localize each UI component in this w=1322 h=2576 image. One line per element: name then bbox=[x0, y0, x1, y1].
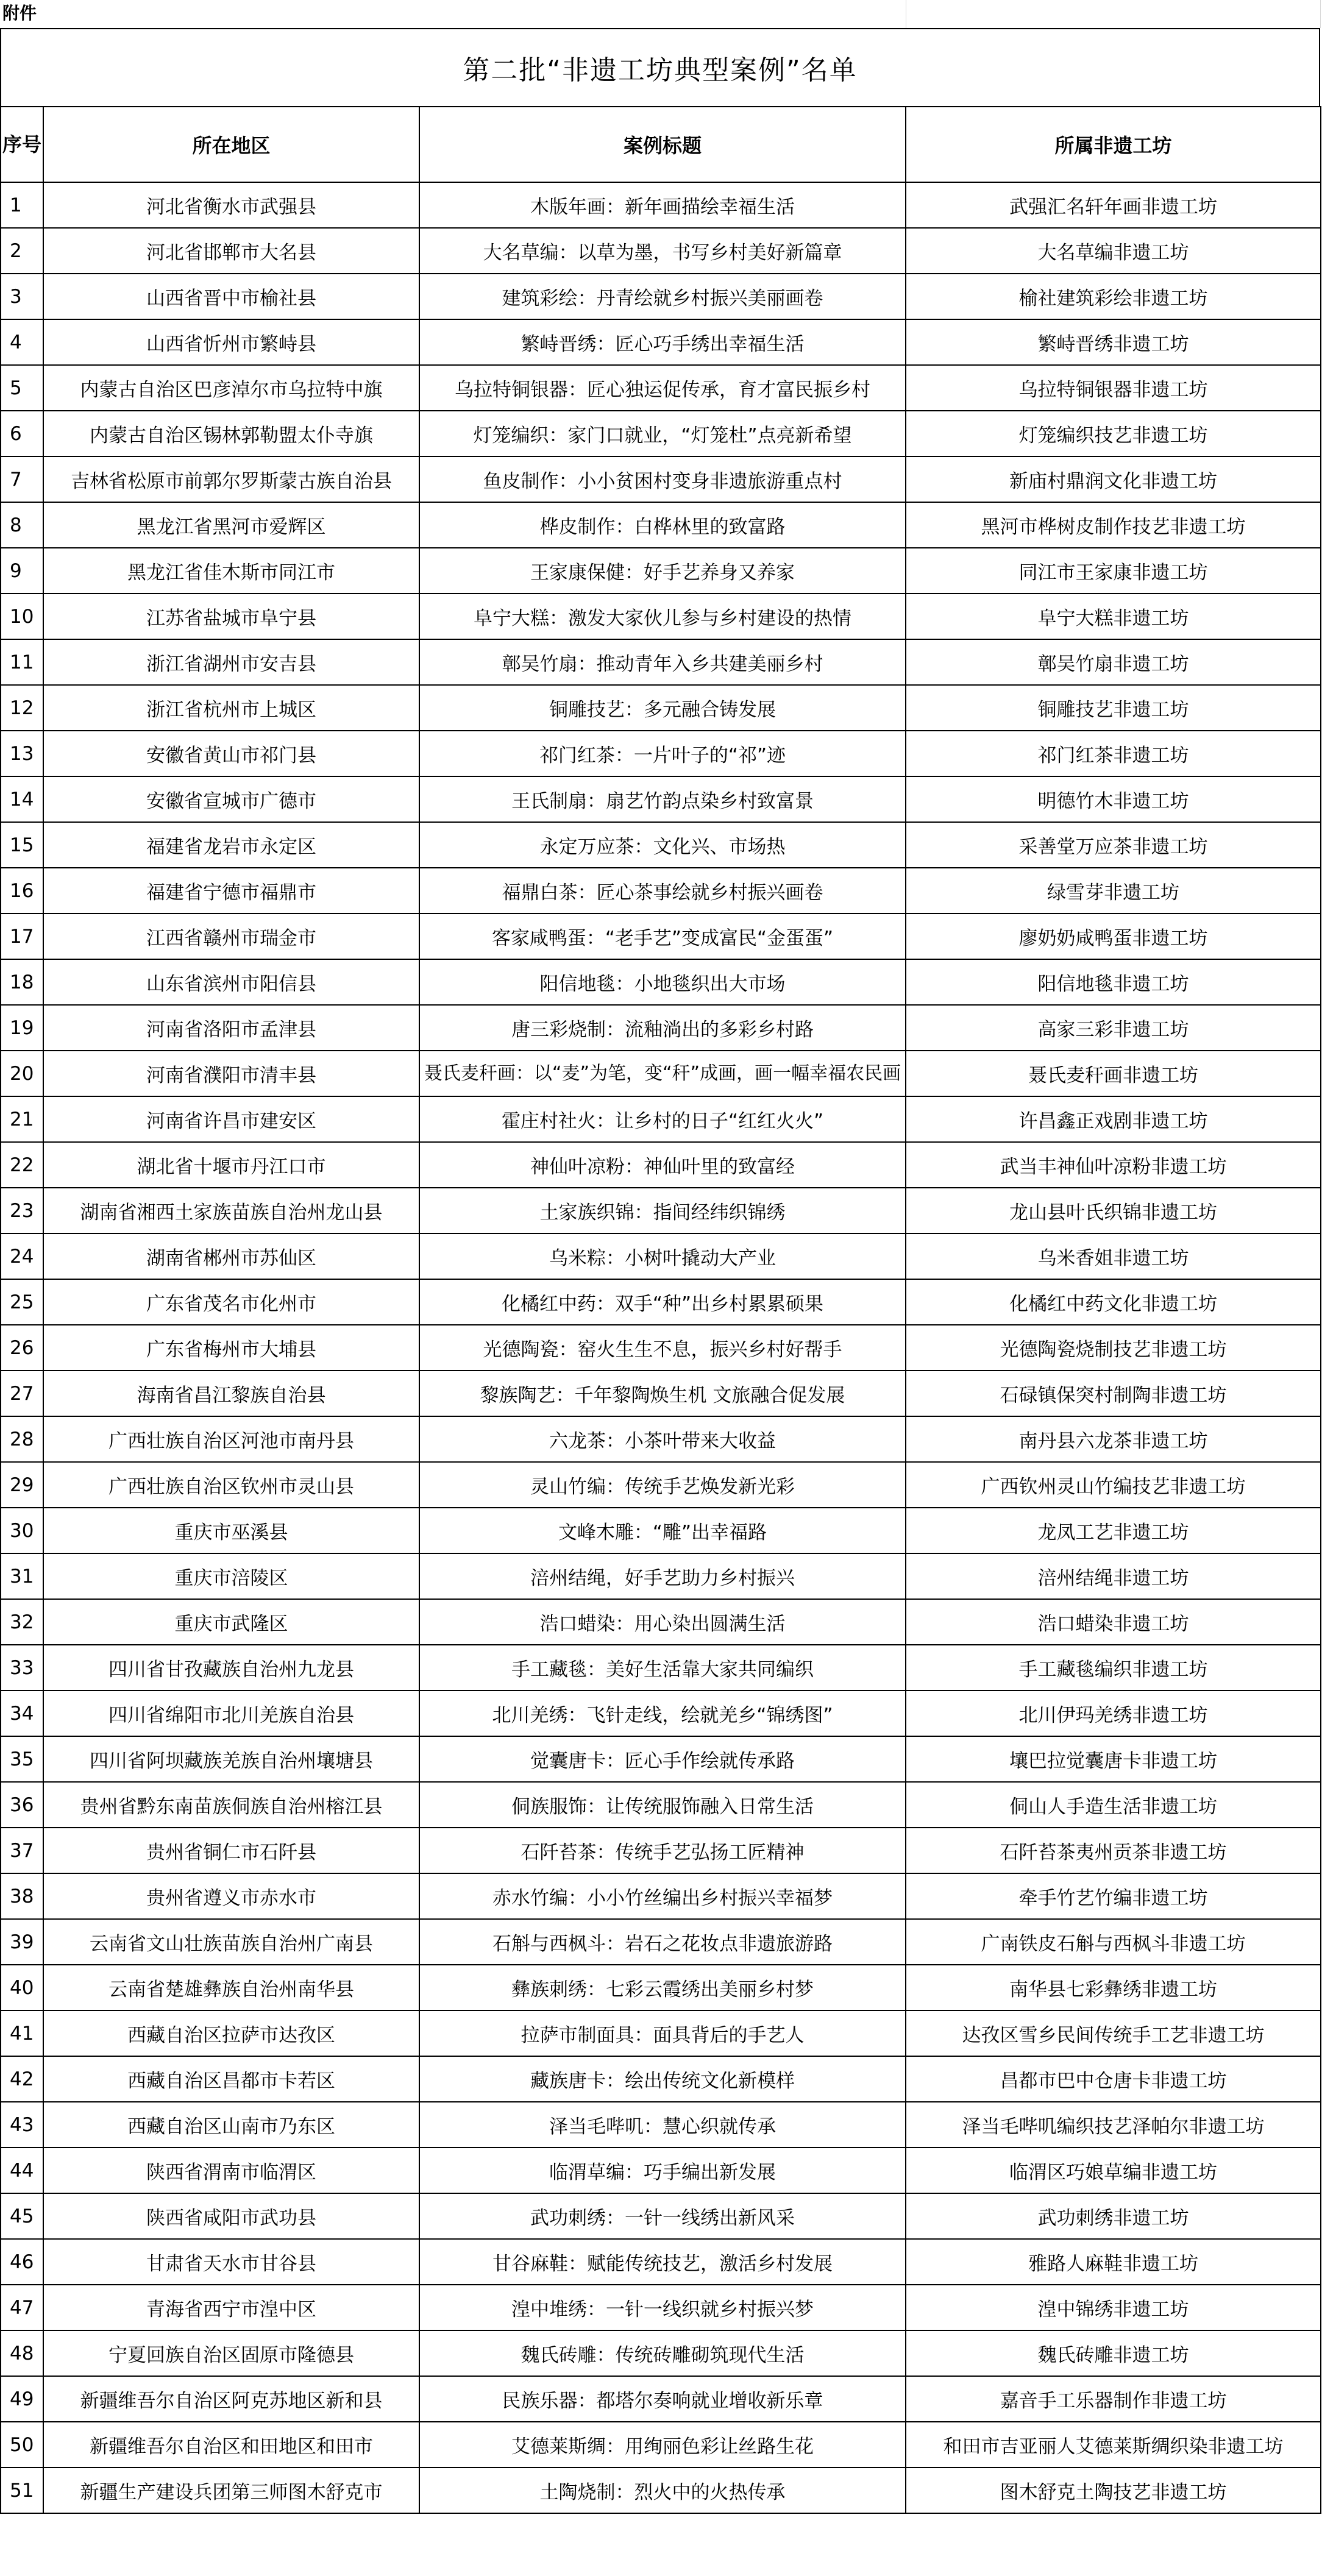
workshop-cell: 大名草编非遗工坊 bbox=[906, 228, 1321, 274]
case-title-cell: 铜雕技艺：多元融合铸发展 bbox=[419, 685, 906, 731]
region-cell: 浙江省杭州市上城区 bbox=[43, 685, 419, 731]
case-title-cell: 石斛与西枫斗：岩石之花妆点非遗旅游路 bbox=[419, 1919, 906, 1965]
region-cell: 重庆市涪陵区 bbox=[43, 1553, 419, 1599]
table-row bbox=[1, 822, 1321, 868]
row-number-cell: 37 bbox=[1, 1828, 43, 1873]
row-number-cell: 31 bbox=[1, 1553, 43, 1599]
row-number-cell: 30 bbox=[1, 1508, 43, 1553]
table-row bbox=[1, 2148, 1321, 2193]
workshop-cell: 乌拉特铜银器非遗工坊 bbox=[906, 365, 1321, 411]
table-row bbox=[1, 1736, 1321, 1782]
table-row bbox=[1, 1599, 1321, 1645]
case-title-cell: 繁峙晋绣：匠心巧手绣出幸福生活 bbox=[419, 319, 906, 365]
table-row bbox=[1, 2330, 1321, 2376]
table-row bbox=[1, 1645, 1321, 1691]
region-cell: 广西壮族自治区河池市南丹县 bbox=[43, 1416, 419, 1462]
table-row bbox=[1, 1919, 1321, 1965]
workshop-cell: 廖奶奶咸鸭蛋非遗工坊 bbox=[906, 914, 1321, 959]
region-cell: 陕西省咸阳市武功县 bbox=[43, 2193, 419, 2239]
workshop-cell: 鄣吴竹扇非遗工坊 bbox=[906, 639, 1321, 685]
table-row bbox=[1, 1553, 1321, 1599]
region-cell: 广东省茂名市化州市 bbox=[43, 1279, 419, 1325]
table-row bbox=[1, 319, 1321, 365]
case-title-cell: 文峰木雕：“雕”出幸福路 bbox=[419, 1508, 906, 1553]
region-cell: 贵州省遵义市赤水市 bbox=[43, 1873, 419, 1919]
region-cell: 西藏自治区山南市乃东区 bbox=[43, 2102, 419, 2148]
row-number-cell: 6 bbox=[1, 411, 43, 456]
region-cell: 湖南省郴州市苏仙区 bbox=[43, 1233, 419, 1279]
table-row bbox=[1, 2239, 1321, 2285]
table-row bbox=[1, 1965, 1321, 2010]
row-number-cell: 15 bbox=[1, 822, 43, 868]
case-title-cell: 藏族唐卡：绘出传统文化新模样 bbox=[419, 2056, 906, 2102]
case-title-cell: 彝族刺绣：七彩云霞绣出美丽乡村梦 bbox=[419, 1965, 906, 2010]
table-row bbox=[1, 1005, 1321, 1051]
region-cell: 湖南省湘西土家族苗族自治州龙山县 bbox=[43, 1188, 419, 1233]
case-title-cell: 福鼎白茶：匠心茶事绘就乡村振兴画卷 bbox=[419, 868, 906, 914]
case-title-cell: 北川羌绣：飞针走线，绘就羌乡“锦绣图” bbox=[419, 1691, 906, 1736]
row-number-cell: 28 bbox=[1, 1416, 43, 1462]
case-title-cell: 阜宁大糕：激发大家伙儿参与乡村建设的热情 bbox=[419, 594, 906, 639]
workshop-cell: 许昌鑫正戏剧非遗工坊 bbox=[906, 1096, 1321, 1142]
case-title-cell: 民族乐器：都塔尔奏响就业增收新乐章 bbox=[419, 2376, 906, 2422]
workshop-cell: 雅路人麻鞋非遗工坊 bbox=[906, 2239, 1321, 2285]
case-title-cell: 光德陶瓷：窑火生生不息，振兴乡村好帮手 bbox=[419, 1325, 906, 1371]
region-cell: 山西省晋中市榆社县 bbox=[43, 274, 419, 319]
workshop-cell: 壤巴拉觉囊唐卡非遗工坊 bbox=[906, 1736, 1321, 1782]
row-number-cell: 40 bbox=[1, 1965, 43, 2010]
region-cell: 江苏省盐城市阜宁县 bbox=[43, 594, 419, 639]
row-number-cell: 10 bbox=[1, 594, 43, 639]
region-cell: 广西壮族自治区钦州市灵山县 bbox=[43, 1462, 419, 1508]
case-title-cell: 木版年画：新年画描绘幸福生活 bbox=[419, 182, 906, 228]
row-number-cell: 19 bbox=[1, 1005, 43, 1051]
table-row bbox=[1, 1508, 1321, 1553]
row-number-cell: 16 bbox=[1, 868, 43, 914]
case-title-cell: 侗族服饰：让传统服饰融入日常生活 bbox=[419, 1782, 906, 1828]
region-cell: 四川省阿坝藏族羌族自治州壤塘县 bbox=[43, 1736, 419, 1782]
case-title-cell: 化橘红中药：双手“种”出乡村累累硕果 bbox=[419, 1279, 906, 1325]
case-title-cell: 赤水竹编：小小竹丝编出乡村振兴幸福梦 bbox=[419, 1873, 906, 1919]
case-title-cell: 客家咸鸭蛋：“老手艺”变成富民“金蛋蛋” bbox=[419, 914, 906, 959]
table-row bbox=[1, 594, 1321, 639]
case-title-cell: 土家族织锦：指间经纬织锦绣 bbox=[419, 1188, 906, 1233]
document-title: 第二批“非遗工坊典型案例”名单 bbox=[0, 28, 1320, 107]
row-number-cell: 23 bbox=[1, 1188, 43, 1233]
row-number-cell: 11 bbox=[1, 639, 43, 685]
table-row bbox=[1, 2376, 1321, 2422]
row-number-cell: 47 bbox=[1, 2285, 43, 2330]
workshop-cell: 牵手竹艺竹编非遗工坊 bbox=[906, 1873, 1321, 1919]
case-title-cell: 霍庄村社火：让乡村的日子“红红火火” bbox=[419, 1096, 906, 1142]
region-cell: 重庆市武隆区 bbox=[43, 1599, 419, 1645]
workshop-cell: 铜雕技艺非遗工坊 bbox=[906, 685, 1321, 731]
case-title-cell: 泽当毛哔叽：慧心织就传承 bbox=[419, 2102, 906, 2148]
case-title-cell: 土陶烧制：烈火中的火热传承 bbox=[419, 2468, 906, 2513]
region-cell: 山西省忻州市繁峙县 bbox=[43, 319, 419, 365]
header-seq: 序号 bbox=[1, 107, 43, 182]
table-body bbox=[1, 182, 1321, 2513]
workshop-cell: 广西钦州灵山竹编技艺非遗工坊 bbox=[906, 1462, 1321, 1508]
case-title-cell: 黎族陶艺：千年黎陶焕生机 文旅融合促发展 bbox=[419, 1371, 906, 1416]
table-row bbox=[1, 2102, 1321, 2148]
workshop-cell: 黑河市桦树皮制作技艺非遗工坊 bbox=[906, 502, 1321, 548]
region-cell: 河北省衡水市武强县 bbox=[43, 182, 419, 228]
region-cell: 新疆维吾尔自治区和田地区和田市 bbox=[43, 2422, 419, 2468]
workshop-cell: 明德竹木非遗工坊 bbox=[906, 776, 1321, 822]
case-title-cell: 祁门红茶：一片叶子的“祁”迹 bbox=[419, 731, 906, 776]
row-number-cell: 45 bbox=[1, 2193, 43, 2239]
workshop-cell: 武功刺绣非遗工坊 bbox=[906, 2193, 1321, 2239]
table-row bbox=[1, 411, 1321, 456]
table-row bbox=[1, 182, 1321, 228]
workshop-cell: 嘉音手工乐器制作非遗工坊 bbox=[906, 2376, 1321, 2422]
row-number-cell: 20 bbox=[1, 1051, 43, 1096]
table-row bbox=[1, 1096, 1321, 1142]
workshop-cell: 侗山人手造生活非遗工坊 bbox=[906, 1782, 1321, 1828]
workshop-cell: 和田市吉亚丽人艾德莱斯绸织染非遗工坊 bbox=[906, 2422, 1321, 2468]
region-cell: 四川省绵阳市北川羌族自治县 bbox=[43, 1691, 419, 1736]
region-cell: 甘肃省天水市甘谷县 bbox=[43, 2239, 419, 2285]
region-cell: 贵州省黔东南苗族侗族自治州榕江县 bbox=[43, 1782, 419, 1828]
row-number-cell: 27 bbox=[1, 1371, 43, 1416]
case-title-cell: 灵山竹编：传统手艺焕发新光彩 bbox=[419, 1462, 906, 1508]
region-cell: 贵州省铜仁市石阡县 bbox=[43, 1828, 419, 1873]
table-row bbox=[1, 1782, 1321, 1828]
table-row bbox=[1, 868, 1321, 914]
workshop-cell: 光德陶瓷烧制技艺非遗工坊 bbox=[906, 1325, 1321, 1371]
case-title-cell: 拉萨市制面具：面具背后的手艺人 bbox=[419, 2010, 906, 2056]
table-row bbox=[1, 1142, 1321, 1188]
case-title-cell: 石阡苔茶：传统手艺弘扬工匠精神 bbox=[419, 1828, 906, 1873]
table-row bbox=[1, 1462, 1321, 1508]
workshop-cell: 南华县七彩彝绣非遗工坊 bbox=[906, 1965, 1321, 2010]
workshop-cell: 临渭区巧娘草编非遗工坊 bbox=[906, 2148, 1321, 2193]
workshop-cell: 同江市王家康非遗工坊 bbox=[906, 548, 1321, 594]
region-cell: 青海省西宁市湟中区 bbox=[43, 2285, 419, 2330]
case-title-cell: 涪州结绳，好手艺助力乡村振兴 bbox=[419, 1553, 906, 1599]
table-row bbox=[1, 1691, 1321, 1736]
table-row bbox=[1, 2468, 1321, 2513]
table-row bbox=[1, 776, 1321, 822]
row-number-cell: 42 bbox=[1, 2056, 43, 2102]
case-title-cell: 桦皮制作：白桦林里的致富路 bbox=[419, 502, 906, 548]
table-row bbox=[1, 274, 1321, 319]
row-number-cell: 7 bbox=[1, 456, 43, 502]
row-number-cell: 24 bbox=[1, 1233, 43, 1279]
table-row bbox=[1, 1325, 1321, 1371]
workshop-cell: 榆社建筑彩绘非遗工坊 bbox=[906, 274, 1321, 319]
case-title-cell: 手工藏毯：美好生活靠大家共同编织 bbox=[419, 1645, 906, 1691]
row-number-cell: 2 bbox=[1, 228, 43, 274]
region-cell: 江西省赣州市瑞金市 bbox=[43, 914, 419, 959]
workshop-cell: 祁门红茶非遗工坊 bbox=[906, 731, 1321, 776]
case-title-cell: 鄣吴竹扇：推动青年入乡共建美丽乡村 bbox=[419, 639, 906, 685]
region-cell: 山东省滨州市阳信县 bbox=[43, 959, 419, 1005]
header-region: 所在地区 bbox=[43, 107, 419, 182]
row-number-cell: 14 bbox=[1, 776, 43, 822]
workshop-cell: 广南铁皮石斛与西枫斗非遗工坊 bbox=[906, 1919, 1321, 1965]
case-title-cell: 建筑彩绘：丹青绘就乡村振兴美丽画卷 bbox=[419, 274, 906, 319]
table-row bbox=[1, 228, 1321, 274]
workshop-cell: 浩口蜡染非遗工坊 bbox=[906, 1599, 1321, 1645]
table-row bbox=[1, 365, 1321, 411]
table-row bbox=[1, 914, 1321, 959]
case-title-cell: 王氏制扇：扇艺竹韵点染乡村致富景 bbox=[419, 776, 906, 822]
row-number-cell: 50 bbox=[1, 2422, 43, 2468]
workshop-cell: 武强汇名轩年画非遗工坊 bbox=[906, 182, 1321, 228]
region-cell: 西藏自治区昌都市卡若区 bbox=[43, 2056, 419, 2102]
workshop-cell: 阜宁大糕非遗工坊 bbox=[906, 594, 1321, 639]
case-title-cell: 王家康保健：好手艺养身又养家 bbox=[419, 548, 906, 594]
workshop-cell: 采善堂万应茶非遗工坊 bbox=[906, 822, 1321, 868]
case-title-cell: 觉囊唐卡：匠心手作绘就传承路 bbox=[419, 1736, 906, 1782]
row-number-cell: 8 bbox=[1, 502, 43, 548]
region-cell: 福建省宁德市福鼎市 bbox=[43, 868, 419, 914]
region-cell: 内蒙古自治区巴彦淖尔市乌拉特中旗 bbox=[43, 365, 419, 411]
row-number-cell: 36 bbox=[1, 1782, 43, 1828]
case-title-cell: 甘谷麻鞋：赋能传统技艺，激活乡村发展 bbox=[419, 2239, 906, 2285]
workshop-cell: 昌都市巴中仓唐卡非遗工坊 bbox=[906, 2056, 1321, 2102]
case-table bbox=[0, 106, 1321, 2514]
case-title-cell: 大名草编：以草为墨，书写乡村美好新篇章 bbox=[419, 228, 906, 274]
workshop-cell: 图木舒克土陶技艺非遗工坊 bbox=[906, 2468, 1321, 2513]
workshop-cell: 绿雪芽非遗工坊 bbox=[906, 868, 1321, 914]
workshop-cell: 泽当毛哔叽编织技艺泽帕尔非遗工坊 bbox=[906, 2102, 1321, 2148]
case-title-cell: 灯笼编织：家门口就业，“灯笼杜”点亮新希望 bbox=[419, 411, 906, 456]
region-cell: 吉林省松原市前郭尔罗斯蒙古族自治县 bbox=[43, 456, 419, 502]
table-row bbox=[1, 639, 1321, 685]
workshop-cell: 涪州结绳非遗工坊 bbox=[906, 1553, 1321, 1599]
row-number-cell: 32 bbox=[1, 1599, 43, 1645]
row-number-cell: 5 bbox=[1, 365, 43, 411]
region-cell: 宁夏回族自治区固原市隆德县 bbox=[43, 2330, 419, 2376]
row-number-cell: 25 bbox=[1, 1279, 43, 1325]
row-number-cell: 35 bbox=[1, 1736, 43, 1782]
table-row bbox=[1, 1051, 1321, 1096]
table-row bbox=[1, 2056, 1321, 2102]
workshop-cell: 湟中锦绣非遗工坊 bbox=[906, 2285, 1321, 2330]
region-cell: 四川省甘孜藏族自治州九龙县 bbox=[43, 1645, 419, 1691]
table-row bbox=[1, 2193, 1321, 2239]
workshop-cell: 北川伊玛羌绣非遗工坊 bbox=[906, 1691, 1321, 1736]
region-cell: 广东省梅州市大埔县 bbox=[43, 1325, 419, 1371]
region-cell: 新疆生产建设兵团第三师图木舒克市 bbox=[43, 2468, 419, 2513]
table-row bbox=[1, 959, 1321, 1005]
table-row bbox=[1, 1188, 1321, 1233]
row-number-cell: 26 bbox=[1, 1325, 43, 1371]
case-title-cell: 乌拉特铜银器：匠心独运促传承，育才富民振乡村 bbox=[419, 365, 906, 411]
table-row bbox=[1, 1233, 1321, 1279]
workshop-cell: 繁峙晋绣非遗工坊 bbox=[906, 319, 1321, 365]
table-row bbox=[1, 502, 1321, 548]
workshop-cell: 石阡苔茶夷州贡茶非遗工坊 bbox=[906, 1828, 1321, 1873]
row-number-cell: 39 bbox=[1, 1919, 43, 1965]
row-number-cell: 21 bbox=[1, 1096, 43, 1142]
region-cell: 河南省濮阳市清丰县 bbox=[43, 1051, 419, 1096]
workshop-cell: 新庙村鼎润文化非遗工坊 bbox=[906, 456, 1321, 502]
workshop-cell: 南丹县六龙茶非遗工坊 bbox=[906, 1416, 1321, 1462]
row-number-cell: 13 bbox=[1, 731, 43, 776]
region-cell: 新疆维吾尔自治区阿克苏地区新和县 bbox=[43, 2376, 419, 2422]
row-number-cell: 3 bbox=[1, 274, 43, 319]
table-row bbox=[1, 456, 1321, 502]
region-cell: 安徽省宣城市广德市 bbox=[43, 776, 419, 822]
region-cell: 黑龙江省黑河市爱辉区 bbox=[43, 502, 419, 548]
table-row bbox=[1, 548, 1321, 594]
header-workshop: 所属非遗工坊 bbox=[906, 107, 1321, 182]
workshop-cell: 灯笼编织技艺非遗工坊 bbox=[906, 411, 1321, 456]
region-cell: 黑龙江省佳木斯市同江市 bbox=[43, 548, 419, 594]
workshop-cell: 魏氏砖雕非遗工坊 bbox=[906, 2330, 1321, 2376]
case-title-cell: 艾德莱斯绸：用绚丽色彩让丝路生花 bbox=[419, 2422, 906, 2468]
case-title-cell: 聂氏麦秆画：以“麦”为笔，变“秆”成画，画一幅幸福农民画 bbox=[419, 1051, 906, 1096]
attachment-label: 附件 bbox=[2, 3, 37, 23]
region-cell: 内蒙古自治区锡林郭勒盟太仆寺旗 bbox=[43, 411, 419, 456]
row-number-cell: 22 bbox=[1, 1142, 43, 1188]
case-title-cell: 武功刺绣：一针一线绣出新风采 bbox=[419, 2193, 906, 2239]
gridline bbox=[1320, 0, 1321, 28]
row-number-cell: 43 bbox=[1, 2102, 43, 2148]
region-cell: 福建省龙岩市永定区 bbox=[43, 822, 419, 868]
region-cell: 陕西省渭南市临渭区 bbox=[43, 2148, 419, 2193]
row-number-cell: 46 bbox=[1, 2239, 43, 2285]
workshop-cell: 石碌镇保突村制陶非遗工坊 bbox=[906, 1371, 1321, 1416]
case-title-cell: 临渭草编：巧手编出新发展 bbox=[419, 2148, 906, 2193]
case-title-cell: 永定万应茶：文化兴、市场热 bbox=[419, 822, 906, 868]
table-row bbox=[1, 1279, 1321, 1325]
table-row bbox=[1, 1873, 1321, 1919]
header-case-title: 案例标题 bbox=[419, 107, 906, 182]
workshop-cell: 武当丰神仙叶凉粉非遗工坊 bbox=[906, 1142, 1321, 1188]
case-title-cell: 湟中堆绣：一针一线织就乡村振兴梦 bbox=[419, 2285, 906, 2330]
row-number-cell: 34 bbox=[1, 1691, 43, 1736]
row-number-cell: 4 bbox=[1, 319, 43, 365]
row-number-cell: 12 bbox=[1, 685, 43, 731]
case-title-cell: 神仙叶凉粉：神仙叶里的致富经 bbox=[419, 1142, 906, 1188]
row-number-cell: 17 bbox=[1, 914, 43, 959]
region-cell: 河北省邯郸市大名县 bbox=[43, 228, 419, 274]
table-row bbox=[1, 2010, 1321, 2056]
case-title-cell: 乌米粽：小树叶撬动大产业 bbox=[419, 1233, 906, 1279]
workshop-cell: 化橘红中药文化非遗工坊 bbox=[906, 1279, 1321, 1325]
table-row bbox=[1, 1416, 1321, 1462]
table-row bbox=[1, 2422, 1321, 2468]
table-row bbox=[1, 731, 1321, 776]
region-cell: 西藏自治区拉萨市达孜区 bbox=[43, 2010, 419, 2056]
row-number-cell: 41 bbox=[1, 2010, 43, 2056]
region-cell: 浙江省湖州市安吉县 bbox=[43, 639, 419, 685]
table-row bbox=[1, 685, 1321, 731]
region-cell: 河南省许昌市建安区 bbox=[43, 1096, 419, 1142]
workshop-cell: 聂氏麦秆画非遗工坊 bbox=[906, 1051, 1321, 1096]
case-title-cell: 浩口蜡染：用心染出圆满生活 bbox=[419, 1599, 906, 1645]
row-number-cell: 33 bbox=[1, 1645, 43, 1691]
case-title-cell: 阳信地毯：小地毯织出大市场 bbox=[419, 959, 906, 1005]
row-number-cell: 49 bbox=[1, 2376, 43, 2422]
row-number-cell: 48 bbox=[1, 2330, 43, 2376]
table-row bbox=[1, 2285, 1321, 2330]
row-number-cell: 51 bbox=[1, 2468, 43, 2513]
workshop-cell: 达孜区雪乡民间传统手工艺非遗工坊 bbox=[906, 2010, 1321, 2056]
row-number-cell: 38 bbox=[1, 1873, 43, 1919]
attachment-row bbox=[0, 0, 1322, 28]
row-number-cell: 9 bbox=[1, 548, 43, 594]
table-row bbox=[1, 1371, 1321, 1416]
region-cell: 湖北省十堰市丹江口市 bbox=[43, 1142, 419, 1188]
workshop-cell: 龙山县叶氏织锦非遗工坊 bbox=[906, 1188, 1321, 1233]
row-number-cell: 1 bbox=[1, 182, 43, 228]
row-number-cell: 29 bbox=[1, 1462, 43, 1508]
region-cell: 云南省文山壮族苗族自治州广南县 bbox=[43, 1919, 419, 1965]
workshop-cell: 乌米香姐非遗工坊 bbox=[906, 1233, 1321, 1279]
case-title-cell: 唐三彩烧制：流釉淌出的多彩乡村路 bbox=[419, 1005, 906, 1051]
table-header-row bbox=[1, 107, 1321, 182]
region-cell: 河南省洛阳市孟津县 bbox=[43, 1005, 419, 1051]
workshop-cell: 手工藏毯编织非遗工坊 bbox=[906, 1645, 1321, 1691]
region-cell: 安徽省黄山市祁门县 bbox=[43, 731, 419, 776]
region-cell: 云南省楚雄彝族自治州南华县 bbox=[43, 1965, 419, 2010]
case-title-cell: 鱼皮制作：小小贫困村变身非遗旅游重点村 bbox=[419, 456, 906, 502]
case-title-cell: 六龙茶：小茶叶带来大收益 bbox=[419, 1416, 906, 1462]
workshop-cell: 龙凤工艺非遗工坊 bbox=[906, 1508, 1321, 1553]
workshop-cell: 阳信地毯非遗工坊 bbox=[906, 959, 1321, 1005]
workshop-cell: 高家三彩非遗工坊 bbox=[906, 1005, 1321, 1051]
table-row bbox=[1, 1828, 1321, 1873]
region-cell: 重庆市巫溪县 bbox=[43, 1508, 419, 1553]
case-title-cell: 魏氏砖雕：传统砖雕砌筑现代生活 bbox=[419, 2330, 906, 2376]
row-number-cell: 44 bbox=[1, 2148, 43, 2193]
row-number-cell: 18 bbox=[1, 959, 43, 1005]
region-cell: 海南省昌江黎族自治县 bbox=[43, 1371, 419, 1416]
